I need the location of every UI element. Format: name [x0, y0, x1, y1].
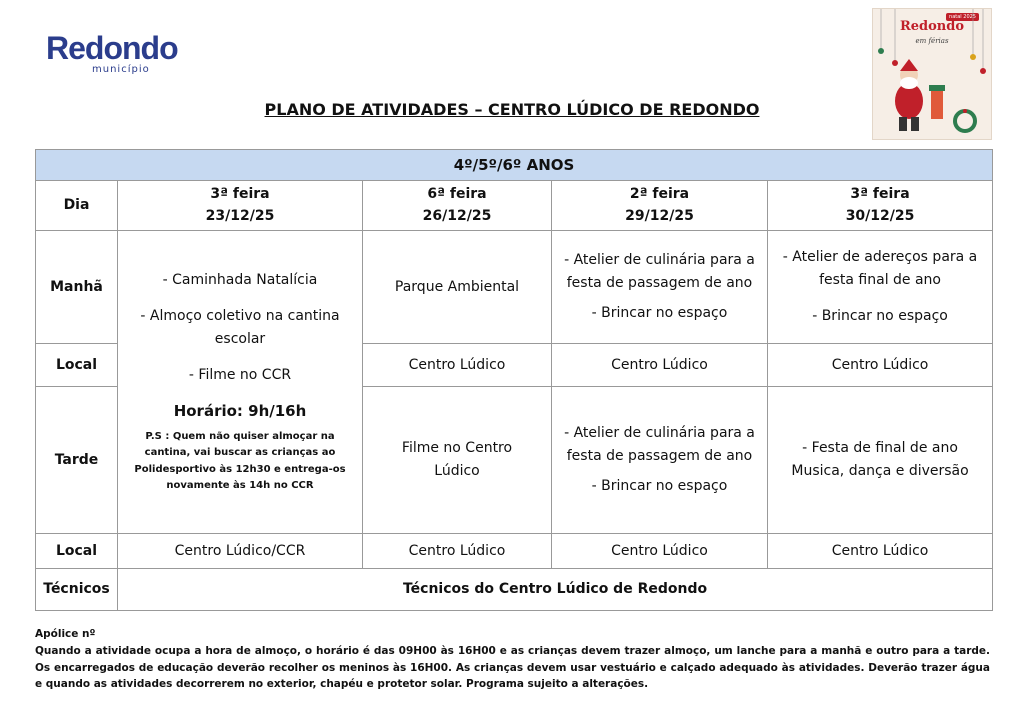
local-cell: Centro Lúdico: [768, 533, 993, 568]
footer-text: Quando a atividade ocupa a hora de almoço, o horário é das 09H00 às 16H00 e as crianças devem trazer almoço, um lanche para a manhã e outro para a tarde. Os encarregados de educação deverão recolher os meninos às 16H00. As crianças devem usar vestuário e calçado adequado às atividades. Deverão trazer água e quando as atividades decorrerem no exterior, chapéu e protetor solar. Programa sujeito a alterações.: [35, 644, 990, 691]
row-label-local: Local: [36, 533, 118, 568]
tecnicos-cell: Técnicos do Centro Lúdico de Redondo: [118, 568, 993, 610]
manha-cell: [768, 230, 993, 343]
activity: - Filme no CCR: [188, 367, 292, 384]
day1-activities-cell: [118, 230, 363, 533]
activity: - Brincar no espaço: [812, 307, 948, 324]
page-title: PLANO DE ATIVIDADES – CENTRO LÚDICO DE REDONDO: [264, 100, 760, 119]
weekday: 6ª feira: [427, 186, 487, 202]
activity: - Atelier de culinária para a festa de passagem de ano: [564, 252, 755, 291]
lunch-note: P.S : Quem não quiser almoçar na cantina, vai buscar as crianças ao Polidesportivo às 12h30 e entrega-os novamente às 14h no CCR: [134, 430, 346, 492]
weekday: 2ª feira: [629, 186, 690, 202]
activity: - Caminhada Natalícia: [162, 272, 318, 288]
activity: - Festa de final de ano: [802, 440, 958, 457]
date: 26/12/25: [422, 208, 492, 225]
tarde-cell: [768, 386, 993, 533]
row-label-tarde: Tarde: [36, 386, 118, 533]
day-header-4: [768, 181, 993, 231]
municipio-logo: [46, 30, 186, 78]
activity: - Brincar no espaço: [591, 477, 728, 494]
tarde-cell: [552, 386, 768, 533]
activity: - Atelier de adereços para a festa final de ano: [782, 249, 978, 288]
local-cell: Centro Lúdico/CCR: [118, 533, 363, 568]
date: 23/12/25: [205, 208, 275, 225]
row-label-dia: Dia: [36, 181, 118, 231]
poster-title: Redondo: [899, 19, 965, 34]
tarde-cell: [363, 386, 552, 533]
schedule: Horário: 9h/16h: [173, 401, 307, 420]
poster-subtitle: em férias: [915, 37, 949, 45]
manha-cell: [363, 230, 552, 343]
activity: Parque Ambiental: [394, 278, 520, 295]
day-header-3: [552, 181, 768, 231]
date: 30/12/25: [845, 208, 915, 225]
day-header-1: [118, 181, 363, 231]
manha-cell: [552, 230, 768, 343]
poster-badge: natal 2025: [946, 13, 979, 21]
activity: Filme no Centro Lúdico: [401, 440, 513, 479]
local-cell: Centro Lúdico: [552, 343, 768, 386]
local-cell: Centro Lúdico: [768, 343, 993, 386]
activity: - Brincar no espaço: [591, 304, 728, 321]
weekday: 3ª feira: [850, 186, 910, 202]
logo-subtitle: município: [92, 64, 150, 75]
santa-illustration-icon: [873, 9, 991, 139]
local-cell: Centro Lúdico: [363, 533, 552, 568]
activity: Musica, dança e diversão: [791, 462, 969, 479]
weekday: 3ª feira: [210, 186, 270, 202]
footer-notes: [35, 626, 990, 693]
local-cell: Centro Lúdico: [552, 533, 768, 568]
row-label-local: Local: [36, 343, 118, 386]
activity: - Atelier de culinária para a festa de passagem de ano: [564, 425, 755, 464]
insurance-label: Apólice nº: [35, 628, 96, 640]
day-header-2: [363, 181, 552, 231]
group-header: 4º/5º/6º ANOS: [36, 150, 993, 181]
logo-wordmark: Redondo: [46, 30, 178, 66]
row-label-tecnicos: Técnicos: [36, 568, 118, 610]
row-label-manha: Manhã: [36, 230, 118, 343]
activity: - Almoço coletivo na cantina escolar: [140, 308, 340, 347]
activity-plan-table: [35, 149, 993, 611]
date: 29/12/25: [625, 208, 694, 225]
local-cell: Centro Lúdico: [363, 343, 552, 386]
christmas-poster-image: [872, 8, 992, 140]
